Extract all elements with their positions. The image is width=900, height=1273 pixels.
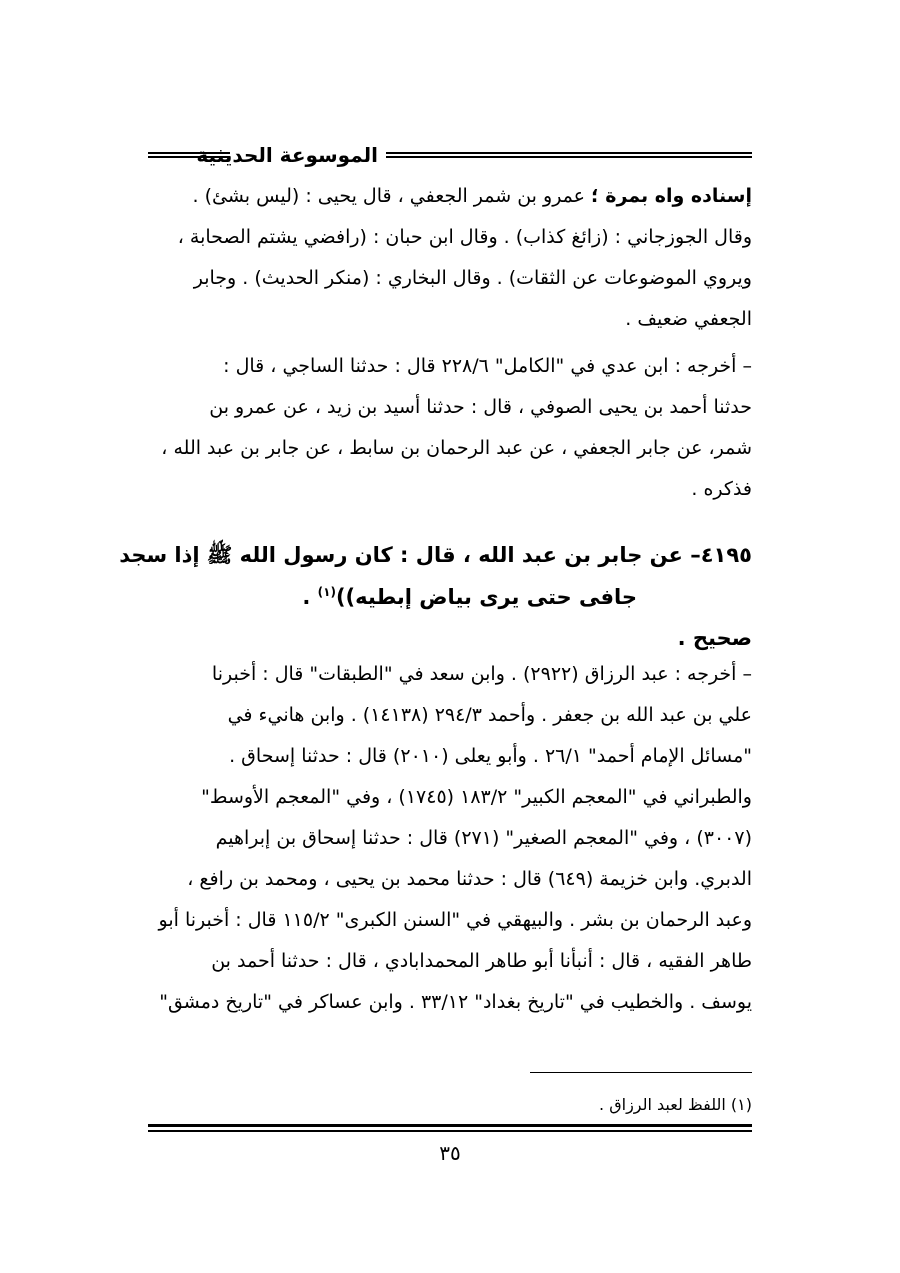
takhrij-line: الدبري. وابن خزيمة (٦٤٩) قال : حدثنا محمد بن يحيى ، ومحمد بن رافع ، [187,868,752,890]
footnote: (١) اللفظ لعبد الرزاق . [599,1095,752,1114]
takhrij-line: طاهر الفقيه ، قال : أنبأنا أبو طاهر المحمدابادي ، قال : حدثنا أحمد بن [211,950,752,972]
takhrij-line: يوسف . والخطيب في "تاريخ بغداد" ٣٣/١٢ . وابن عساكر في "تاريخ دمشق" [159,991,752,1013]
takhrij-line: شمر، عن جابر الجعفي ، عن عبد الرحمان بن سابط ، عن جابر بن عبد الله ، [161,437,752,459]
takhrij-line: وعبد الرحمان بن بشر . والبيهقي في "السنن الكبرى" ١١٥/٢ قال : أخبرنا أبو [158,909,752,931]
footnote-separator [530,1072,752,1073]
hadith-text-line [148,576,752,618]
takhrij-line: والطبراني في "المعجم الكبير" ١٨٣/٢ (١٧٤٥) ، وفي "المعجم الأوسط" [201,786,752,808]
hadith-text: جافى حتى يرى بياض إبطيه)) [335,585,637,609]
header-title: الموسوعة الحديثية [196,143,378,167]
commentary-block [148,176,752,340]
commentary-text: عمرو بن شمر الجعفي ، قال يحيى : (ليس بشئ) . [192,185,592,207]
takhrij-line: (٣٠٠٧) ، وفي "المعجم الصغير" (٢٧١) قال : حدثنا إسحاق بن إبراهيم [215,827,752,849]
takhrij-line: – أخرجه : عبد الرزاق (٢٩٢٢) . وابن سعد في "الطبقات" قال : أخبرنا [211,663,752,685]
footer-rule [148,1124,752,1132]
takhrij-line: – أخرجه : ابن عدي في "الكامل" ٢٢٨/٦ قال : حدثنا الساجي ، قال : [223,355,752,377]
takhrij-line: "مسائل الإمام أحمد" ٢٦/١ . وأبو يعلى (٢٠١٠) قال : حدثنا إسحاق . [229,745,752,767]
takhrij-line: علي بن عبد الله بن جعفر . وأحمد ٢٩٤/٣ (١٤١٣٨) . وابن هانيء في [227,704,752,726]
takhrij-line: فذكره . [691,478,752,500]
hadith-block [119,534,752,658]
commentary-line [148,176,752,217]
takhrij-block-1 [148,346,752,510]
running-header [148,140,752,174]
hadith-text-line: ٤١٩٥– عن جابر بن عبد الله ، قال : كان رسول الله ﷺ إذا سجد [119,543,752,567]
takhrij-block-2 [148,654,752,1023]
footnote-ref: (١) [317,585,336,599]
hadith-grade: صحيح . [677,626,752,650]
grading-bold: إسناده واه بمرة ؛ [591,185,752,207]
header-rule-right [386,152,752,158]
commentary-line: ويروي الموضوعات عن الثقات) . وقال البخاري : (منكر الحديث) . وجابر [193,267,752,289]
hadith-end: . [302,585,318,609]
commentary-line: وقال الجوزجاني : (زائغ كذاب) . وقال ابن حبان : (رافضي يشتم الصحابة ، [177,226,752,248]
page-number: ٣٥ [439,1141,461,1165]
takhrij-line: حدثنا أحمد بن يحيى الصوفي ، قال : حدثنا أسيد بن زيد ، عن عمرو بن [209,396,752,418]
commentary-line: الجعفي ضعيف . [625,308,752,330]
